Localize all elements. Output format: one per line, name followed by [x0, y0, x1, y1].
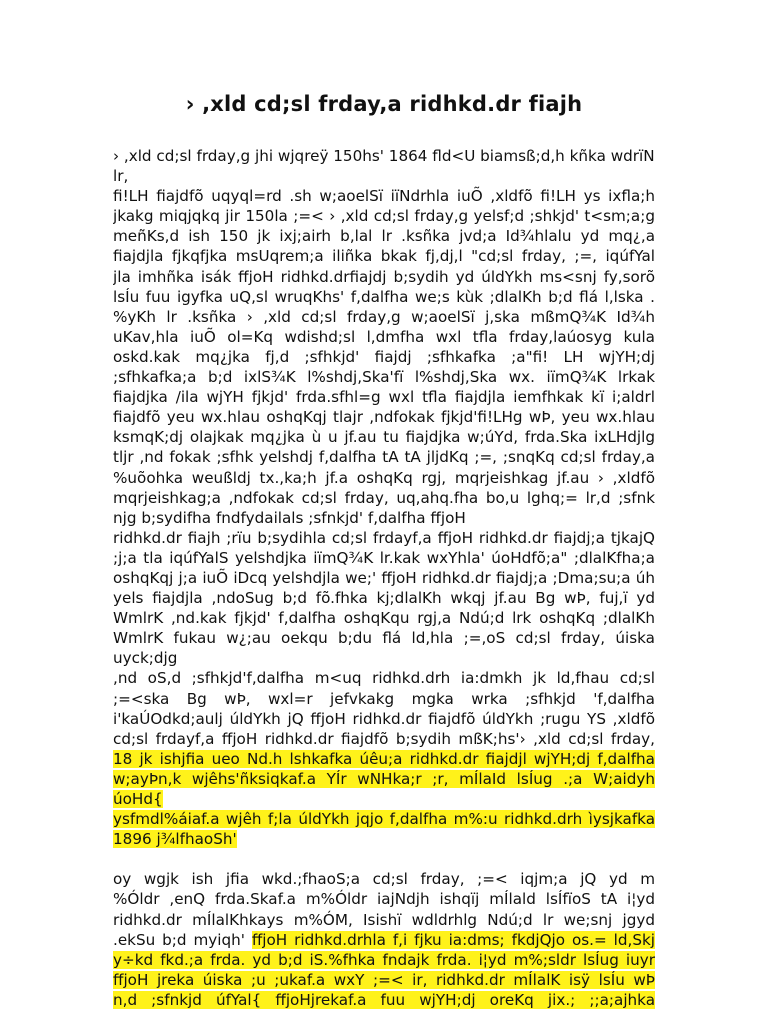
- text-line: [113, 246, 655, 266]
- text-segment: ridhkd.dr mÍlalKhkays m%ÓM, Isishï wdldrhlg Ndú;d lr we;snj jgyd: [113, 910, 655, 929]
- highlighted-text: úoHd{: [113, 790, 163, 808]
- text-line: [113, 789, 655, 809]
- text-segment: oshqKqj j;a iuÕ iDcq yelshdjla we;' ffjoH ridhkd.dr fiajdj;a ;Dma;su;a úh: [113, 568, 655, 587]
- text-line: [113, 387, 655, 407]
- highlighted-text: 1896 j¾lfhaoSh': [113, 830, 237, 849]
- text-line: [113, 588, 655, 608]
- text-line: [113, 628, 655, 648]
- text-line: [113, 307, 655, 327]
- text-segment: jla imhñka isák ffjoH ridhkd.drfiajdj b;sydih yd úldYkh ms<snj fy,sorõ: [113, 267, 655, 286]
- text-line: [113, 729, 655, 749]
- text-line: [113, 829, 655, 849]
- text-segment: lr,: [113, 167, 129, 186]
- text-segment: mqrjeishkag;a ,ndfokak cd;sl frday, uq,ahq.fha bo,u lghq;= lr,d ;sfnk: [113, 488, 655, 507]
- text-line: [113, 407, 655, 427]
- text-line: [113, 166, 655, 186]
- text-line: [113, 648, 655, 668]
- text-line: [113, 910, 655, 930]
- text-line: [113, 889, 655, 909]
- text-line: [113, 608, 655, 628]
- text-segment: lsÍu fuu igyfka uQ,sl wruqKhs' f,dalfha we;s kùk ;dlalKh b;d flá l,lska .: [113, 287, 655, 306]
- text-line: [113, 468, 655, 488]
- highlighted-text: n,d ;sfnkjd úfYal{ ffjoHjrekaf.a fuu wjYH;dj oreKq jix.; ;;a;ajhka: [113, 990, 655, 1009]
- text-segment: WmlrK ,nd.kak fjkjd' f,dalfha oshqKqu rgj,a Ndú;d lrk oshqKq ;dlalKh: [113, 609, 655, 628]
- text-line: [113, 689, 655, 709]
- text-line: [113, 287, 655, 307]
- text-segment: yels fiajdjla ,ndoSug b;d fõ.fhka kj;dlalKh wkqj jf.au Bg wÞ, fuj,ï yd: [113, 589, 655, 608]
- text-segment: fiajdjla fjkqfjka msUqrem;a iliñka bkak fj,dj,l "cd;sl frday, ;=, iqúfYal: [113, 247, 655, 266]
- text-line: [113, 970, 655, 990]
- text-segment: › ,xld cd;sl frday,g jhi wjqreÿ 150hs' 1864 fld<U biamsß;d,h kñka wdrïN: [113, 147, 655, 165]
- text-line: [113, 930, 655, 950]
- text-segment: fiajdfõ yeu wx.hlau oshqKqj tlajr ,ndfokak fjkjd'fi!LHg wÞ, yeu wx.hlau: [113, 408, 655, 427]
- text-segment: ,nd oS,d ;sfhkjd'f,dalfha m<uq ridhkd.drh ia:dmkh jk ld,fhau cd;sl: [113, 669, 655, 688]
- text-segment: tljr ,nd fokak ;sfhk yelshdj f,dalfha tA tA jljdKq ;=, ;snqKq cd;sl frday,a: [113, 448, 655, 467]
- text-segment: oskd.kak mq¿jka fj,d ;sfhkjd' fiajdj ;sfhkafka ;a"fi! LH wjYH;dj: [113, 347, 655, 366]
- text-line: [113, 447, 655, 467]
- text-segment: ;sfhkafka;a b;d ixlS¾K l%shdj,Ska'fï l%shdj,Ska wx. iïmQ¾K lrkak: [113, 368, 655, 387]
- text-segment: i'kaÚOdkd;aulj úldYkh jQ ffjoH ridhkd.dr fiajdfõ úldYkh ;rugu YS ,xldfõ: [113, 709, 655, 728]
- text-line: [113, 749, 655, 769]
- text-line: [113, 709, 655, 729]
- text-segment: %uõohka weußldj tx.,ka;h jf.a oshqKq rgj, mqrjeishkag jf.au › ,xldfõ: [113, 468, 655, 487]
- text-line: [113, 950, 655, 970]
- document-body: [113, 146, 655, 1010]
- text-line: [113, 668, 655, 688]
- text-segment: njg b;sydifha fndfydailals ;sfnkjd' f,dalfha ffjoH: [113, 508, 466, 527]
- text-segment: cd;sl frdayf,a ffjoH ridhkd.dr fiajdfõ b;sydih mßK;hs'› ,xld cd;sl frday,: [113, 729, 655, 748]
- text-segment: uyck;djg: [113, 649, 178, 668]
- text-line: [113, 508, 655, 528]
- text-line: [113, 528, 655, 548]
- highlighted-text: w;ayÞn,k wjêhs'ñksiqkaf.a YÍr wNHka;r ;r, mÍlaId lsÍug .;a W;aidyh: [113, 769, 655, 788]
- text-line: [113, 548, 655, 568]
- text-segment: fi!LH fiajdfõ uqyql=rd .sh w;aoelSï iïNdrhla iuÕ ,xldfõ fi!LH ys ixfla;h: [113, 187, 655, 206]
- text-line: [113, 849, 655, 869]
- highlighted-text: ffjoH jreka úiska ;u ;ukaf.a wxY ;=< ir, ridhkd.dr mÍlalK isÿ lsÍu wÞ: [113, 970, 655, 989]
- text-segment: oy wgjk ish jfia wkd.;fhaoS;a cd;sl frday, ;=< iqjm;a jQ yd m: [113, 870, 655, 889]
- highlighted-text: ysfmdl%áiaf.a wjêh f;la úldYkh jqjo f,dalfha m%:u ridhkd.drh ìysjkafka: [113, 810, 655, 829]
- text-line: [113, 990, 655, 1010]
- text-line: [113, 206, 655, 226]
- text-line: [113, 568, 655, 588]
- text-segment: .ekSu b;d myiqh': [113, 930, 252, 949]
- text-segment: ridhkd.dr fiajh ;rïu b;sydihla cd;sl frdayf,a ffjoH ridhkd.dr fiajdj;a tjkajQ: [113, 528, 655, 547]
- text-segment: uKav,hla iuÕ ol=Kq wdishd;sl l,dmfha wxl tfla frday,laúosyg kula: [113, 327, 655, 346]
- text-segment: %Óldr ,enQ frda.Skaf.a m%Óldr iajNdjh ishqïj mÍlald lsÍfïoS tA i¦yd: [113, 890, 655, 909]
- highlighted-text: 18 jk ishjfia ueo Nd.h lshkafka úêu;a ridhkd.dr fiajdjl wjYH;dj f,dalfha: [113, 749, 655, 768]
- text-segment: %yKh lr .ksñka › ,xld cd;sl frday,g w;aoelSï j,ska mßmQ¾K Id¾h: [113, 307, 655, 326]
- text-line: [113, 327, 655, 347]
- text-segment: jkakg miqjqkq jir 150la ;=< › ,xld cd;sl frday,g yelsf;d ;shkjd' t<sm;a;g: [113, 207, 655, 226]
- text-segment: meñKs,d ish 150 jk ixj;airh b,lal lr .ksñka jvd;a Id¾hlalu yd mq¿,a: [113, 227, 655, 246]
- text-line: [113, 146, 655, 166]
- text-line: [113, 186, 655, 206]
- text-line: [113, 427, 655, 447]
- highlighted-text: ffjoH ridhkd.drhla f,i fjku ia:dms; fkdjQjo os.= ld,Skj: [251, 930, 655, 949]
- text-line: [113, 488, 655, 508]
- text-line: [113, 809, 655, 829]
- text-segment: WmlrK fukau w¿;au oekqu b;du flá ld,hla ;=,oS cd;sl frday, úiska: [113, 629, 655, 648]
- text-line: [113, 769, 655, 789]
- text-line: [113, 367, 655, 387]
- text-segment: ksmqK;dj olajkak mq¿jka ù u jf.au tu fiajdjka w;úYd, frda.Ska ixLHdjlg: [113, 428, 655, 447]
- page-title: › ,xld cd;sl frday,a ridhkd.dr fiajh: [185, 92, 583, 116]
- text-segment: fiajdjka /ila wjYH fjkjd' frda.sfhl=g wxl tfla fiajdjla iemfhkak kï i;aldrl: [113, 388, 655, 407]
- highlighted-text: y÷kd fkd.;a frda. yd b;d iS.%fhka fndajk frda. i¦yd m%;sldr lsÍug iuyr: [113, 950, 655, 969]
- text-segment: ;=<ska Bg wÞ, wxl=r jefvkakg mgka wrka ;sfhkjd 'f,dalfha: [113, 689, 655, 708]
- text-line: [113, 226, 655, 246]
- text-line: [113, 267, 655, 287]
- text-segment: ;j;a tla iqúfYalS yelshdjka iïmQ¾K lr.kak wxYhla' úoHdfõ;a" ;dlalKfha;a: [113, 548, 655, 567]
- text-line: [113, 347, 655, 367]
- text-line: [113, 869, 655, 889]
